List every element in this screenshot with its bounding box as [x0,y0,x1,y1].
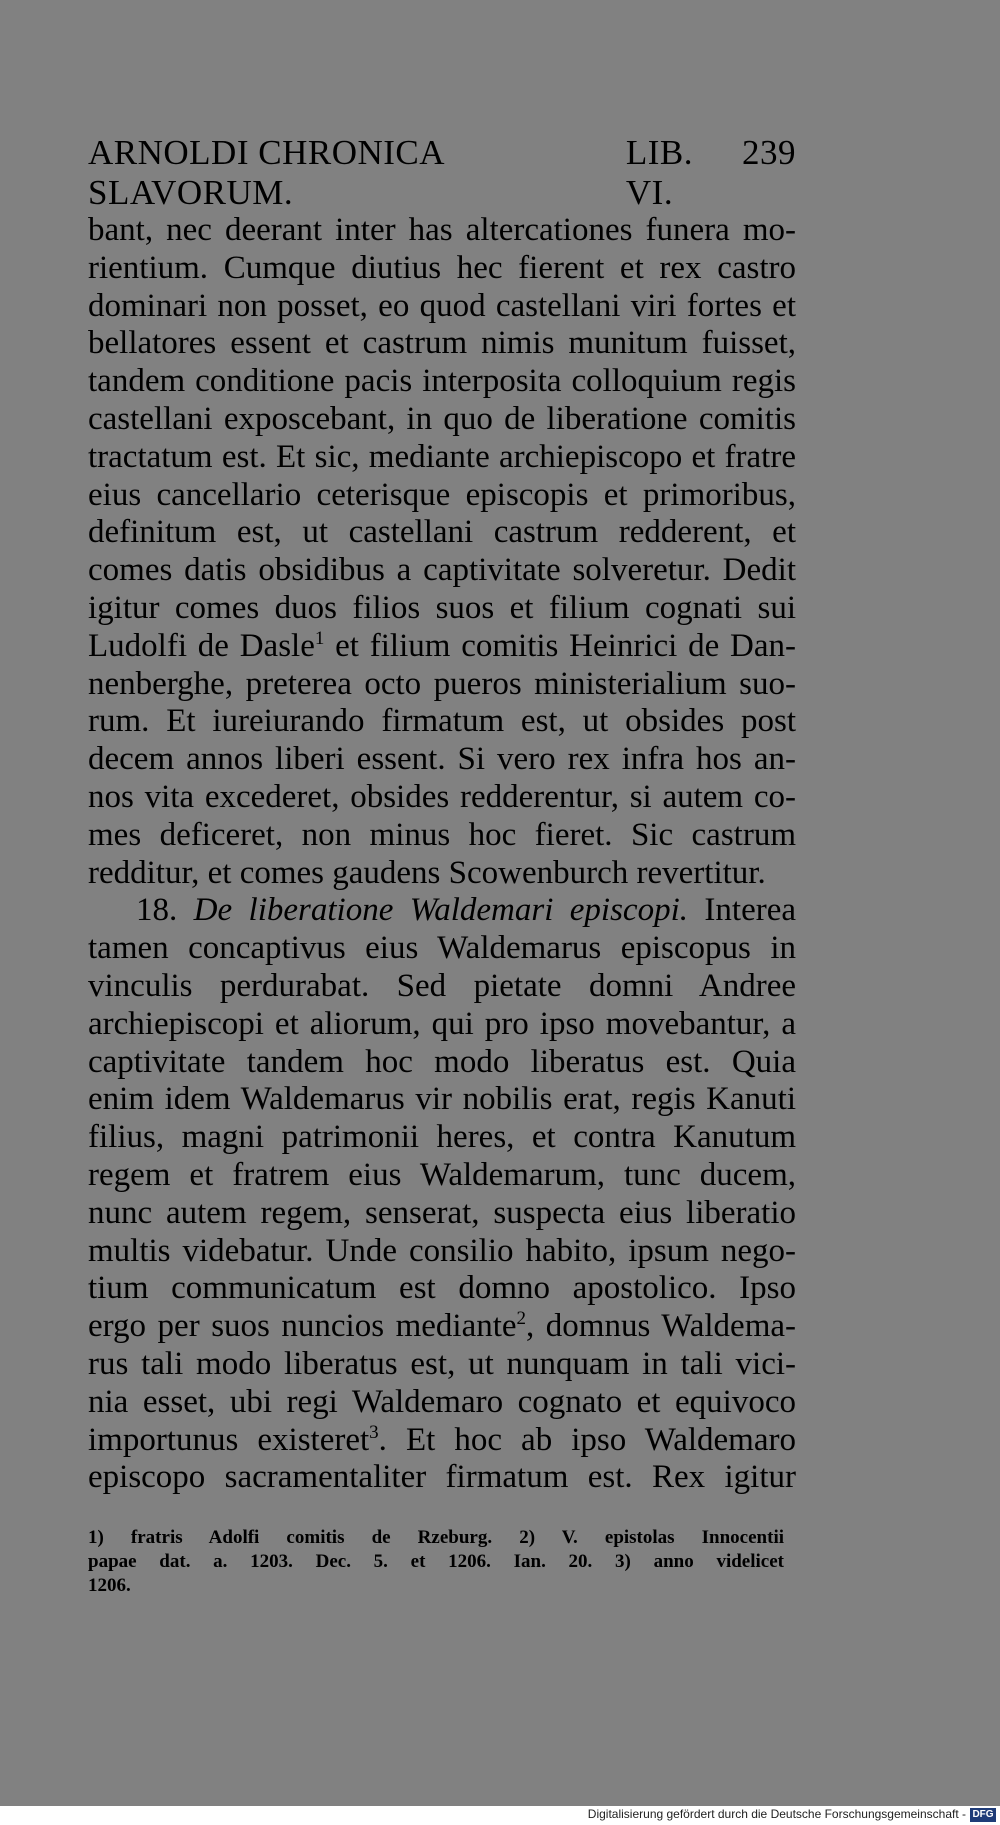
text-line: bellatores essent et castrum nimis munitum fuisset, [88,325,796,362]
body-text [88,212,796,1497]
section-number: 18. [136,892,178,929]
text-run: , domnus Waldema- [526,1308,796,1345]
text-line: rum. Et iureiurando firmatum est, ut obsides post [88,703,796,740]
footnote-line [88,1574,784,1598]
footnotes [88,1526,784,1598]
text-line [88,1422,796,1460]
text-run: Interea [704,892,796,929]
credit-bar [0,1806,1000,1825]
text-line: rientium. Cumque diutius hec fierent et rex castro [88,249,796,286]
text-line: captivitate tandem hoc modo liberatus est. Quia [88,1043,796,1080]
text-line: redditur, et comes gaudens Scowenburch revertitur. [88,854,766,891]
footnote-2-cont: papae dat. a. 1203. Dec. 5. et 1206. Ian. 20. [88,1551,593,1572]
footnote-ref-3: 3 [369,1421,379,1443]
running-head-book: LIB. VI. [625,133,694,212]
text-line: vinculis perdurabat. Sed pietate domni Andree [88,967,796,1004]
text-line: decem annos liberi essent. Si vero rex infra hos an- [88,741,796,778]
text-line: nenberghe, preterea octo pueros ministerialium suo- [88,665,796,702]
text-run: . Et hoc ab ipso Waldemaro [378,1421,796,1458]
dfg-logo: DFG [970,1808,996,1822]
footnote-ref-2: 2 [516,1308,527,1330]
text-line [88,1308,796,1346]
text-line: enim idem Waldemarus vir nobilis erat, regis Kanuti [88,1081,796,1118]
footnote-3: 3) anno videlicet [615,1551,784,1572]
running-head-title: ARNOLDI CHRONICA SLAVORUM. [88,133,444,212]
text-line: mes deficeret, non minus hoc fieret. Sic castrum [88,816,796,853]
running-head [88,133,796,212]
text-line [88,628,796,666]
footnote-1: 1) fratris Adolfi comitis de Rzeburg. [88,1527,493,1548]
funding-credit: Digitalisierung gefördert durch die Deutsche Forschungsgemeinschaft - [587,1807,966,1821]
footnote-line [88,1550,784,1574]
text-line: definitum est, ut castellani castrum redderent, et [88,514,796,551]
text-line: eius cancellario ceterisque episcopis et primoribus, [88,476,796,513]
page-number: 239 [742,133,796,172]
text-line: igitur comes duos filios suos et filium cognati sui [88,589,796,626]
text-line: comes datis obsidibus a captivitate solveretur. Dedit [88,552,796,589]
text-line: bant, nec deerant inter has altercationes funera mo- [88,212,796,248]
footnote-3-cont: 1206. [88,1575,131,1596]
footnote-ref-1: 1 [314,627,325,649]
text-line: nunc autem regem, senserat, suspecta eius liberatio [88,1194,796,1231]
text-line: multis videbatur. Unde consilio habito, ipsum nego- [88,1232,796,1269]
text-line: tractatum est. Et sic, mediante archiepiscopo et fratre [88,438,796,475]
text-line: archiepiscopi et aliorum, qui pro ipso movebantur, a [88,1005,796,1042]
text-line: nia esset, ubi regi Waldemaro cognato et equivoco [88,1383,796,1420]
section-title: De liberatione Waldemari episcopi. [193,892,688,929]
text-line: tium communicatum est domno apostolico. Ipso [88,1270,796,1307]
text-line: filius, magni patrimonii heres, et contra Kanutum [88,1119,796,1156]
text-run: importunus existeret [88,1421,370,1458]
text-line: nos vita excederet, obsides redderentur, si autem co- [88,778,796,815]
text-run: Ludolfi de Dasle [88,627,315,664]
footnote-2: 2) V. epistolas Innocentii [519,1527,785,1548]
text-line: episcopo sacramentaliter firmatum est. Rex igitur [88,1459,796,1496]
section-heading-line [88,892,796,930]
text-line: tandem conditione pacis interposita colloquium regis [88,363,796,400]
footnote-line [88,1526,784,1550]
text-line: regem et fratrem eius Waldemarum, tunc ducem, [88,1156,796,1193]
text-line: tamen concaptivus eius Waldemarus episcopus in [88,930,796,967]
text-run: ergo per suos nuncios mediante [88,1308,517,1345]
text-run: et filium comitis Heinrici de Dan- [335,627,796,664]
text-line: dominari non posset, eo quod castellani viri fortes et [88,287,796,324]
text-line: rus tali modo liberatus est, ut nunquam in tali vici- [88,1345,796,1382]
text-line: castellani exposcebant, in quo de liberatione comitis [88,400,796,437]
